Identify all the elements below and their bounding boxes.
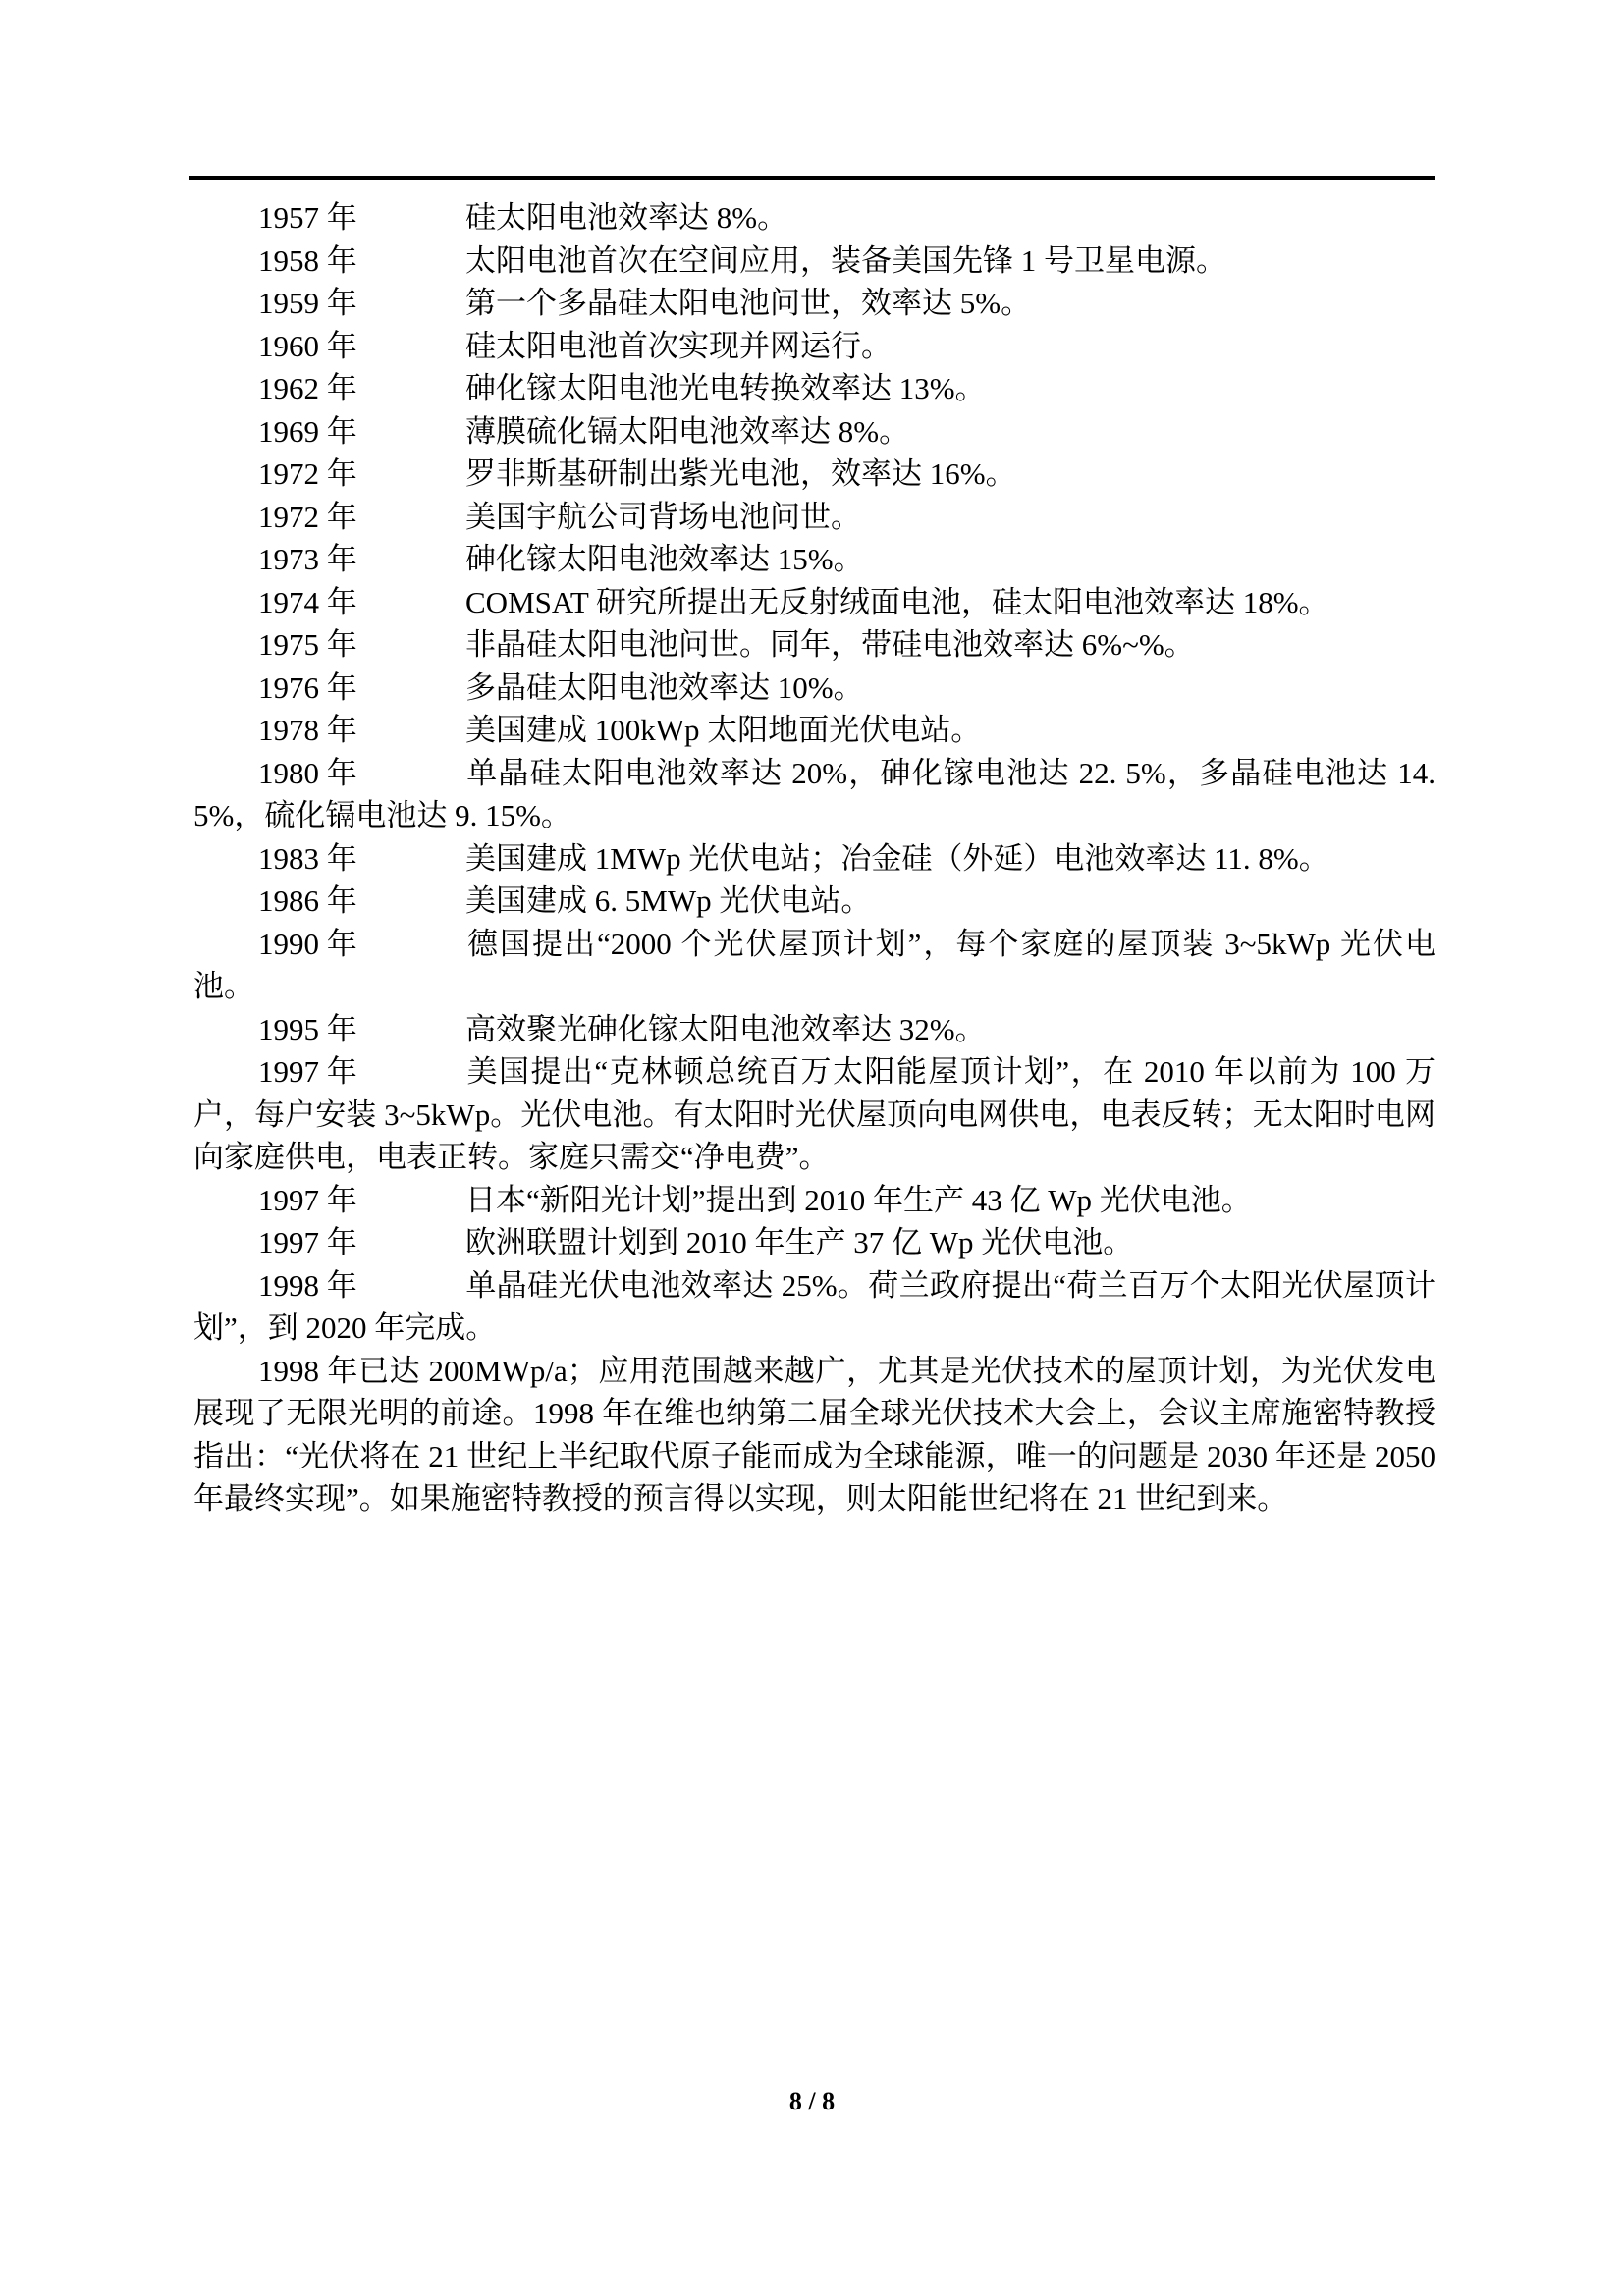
entry-year: 1983 年: [258, 840, 357, 876]
entry-year: 1962 年: [258, 371, 357, 405]
entry-year: 1997 年: [258, 1225, 357, 1259]
entry-year: 1990 年: [258, 926, 357, 961]
entry-year: 1997 年: [258, 1182, 357, 1217]
entry-text: 高效聚光砷化镓太阳电池效率达 32%。: [465, 1011, 986, 1046]
timeline-entry: [193, 667, 1435, 710]
timeline-entry: [193, 1179, 1435, 1222]
entry-text: COMSAT 研究所提出无反射绒面电池，硅太阳电池效率达 18%。: [465, 584, 1329, 619]
entry-year: 1960 年: [258, 328, 357, 363]
timeline-entry: [193, 325, 1435, 368]
timeline-entries: [193, 196, 1435, 1350]
entry-text: 欧洲联盟计划到 2010 年生产 37 亿 Wp 光伏电池。: [465, 1225, 1134, 1259]
entry-year: 1973 年: [258, 542, 357, 576]
entry-text: 日本“新阳光计划”提出到 2010 年生产 43 亿 Wp 光伏电池。: [465, 1182, 1252, 1217]
timeline-entry: [193, 538, 1435, 581]
entry-text: 罗非斯基研制出紫光电池，效率达 16%。: [465, 456, 1016, 491]
entry-year: 1997 年: [258, 1054, 357, 1089]
entry-text: 薄膜硫化镉太阳电池效率达 8%。: [465, 413, 910, 449]
timeline-entry: [193, 240, 1435, 283]
entry-text: 美国宇航公司背场电池问世。: [465, 499, 861, 534]
entry-text: 美国建成 1MWp 光伏电站；冶金硅（外延）电池效率达 11. 8%。: [465, 840, 1329, 876]
timeline-entry: [193, 367, 1435, 410]
entry-text: 单晶硅光伏电池效率达 25%。荷兰政府提出“荷兰百万个太阳光伏屋顶计划”，到 2020 年完成。: [193, 1267, 1435, 1345]
timeline-entry: [193, 880, 1435, 923]
timeline-entry: [193, 1264, 1435, 1350]
entry-text: 美国建成 100kWp 太阳地面光伏电站。: [465, 713, 982, 747]
entry-year: 1975 年: [258, 627, 357, 662]
timeline-entry: [193, 1221, 1435, 1264]
entry-text: 非晶硅太阳电池问世。同年，带硅电池效率达 6%~%。: [465, 627, 1195, 662]
entry-text: 砷化镓太阳电池效率达 15%。: [465, 542, 864, 576]
entry-year: 1976 年: [258, 669, 357, 705]
timeline-entry: [193, 282, 1435, 325]
entry-year: 1980 年: [258, 755, 357, 790]
header-rule: [189, 176, 1435, 180]
entry-year: 1969 年: [258, 413, 357, 449]
timeline-entry: [193, 1008, 1435, 1051]
entry-year: 1978 年: [258, 713, 357, 747]
entry-text: 太阳电池首次在空间应用，装备美国先锋 1 号卫星电源。: [465, 242, 1226, 278]
entry-year: 1972 年: [258, 499, 357, 534]
entry-text: 硅太阳电池首次实现并网运行。: [465, 328, 892, 363]
timeline-entry: [193, 410, 1435, 454]
entry-text: 硅太阳电池效率达 8%。: [465, 200, 788, 235]
timeline-entry: [193, 1050, 1435, 1179]
entry-text: 美国建成 6. 5MWp 光伏电站。: [465, 883, 872, 918]
timeline-entry: [193, 623, 1435, 667]
timeline-entry: [193, 837, 1435, 881]
closing-paragraph: 1998 年已达 200MWp/a；应用范围越来越广，尤其是光伏技术的屋顶计划，为光伏发电展现了无限光明的前途。1998 年在维也纳第二届全球光伏技术大会上，会议主席施密特教授指出：“光伏将在 21 世纪上半纪取代原子能而成为全球能源，唯一的问题是 2030 年还是 2050 年最终实现”。如果施密特教授的预言得以实现，则太阳能世纪将在 21 世纪到来。: [193, 1353, 1435, 1516]
timeline-entry: [193, 709, 1435, 752]
timeline-entry: [193, 453, 1435, 496]
page-number: 8 / 8: [788, 2087, 836, 2115]
entry-year: 1998 年: [258, 1267, 357, 1303]
timeline-entry: [193, 496, 1435, 539]
entry-text: 美国提出“克林顿总统百万太阳能屋顶计划”，在 2010 年以前为 100 万户，每户安装 3~5kWp。光伏电池。有太阳时光伏屋顶向电网供电，电表反转；无太阳时电网向家庭供电，电表正转。家庭只需交“净电费”。: [193, 1054, 1435, 1174]
entry-year: 1972 年: [258, 456, 357, 491]
entry-year: 1995 年: [258, 1011, 357, 1046]
timeline-entry: [193, 196, 1435, 240]
entry-year: 1959 年: [258, 286, 357, 320]
entry-year: 1986 年: [258, 883, 357, 918]
entry-year: 1974 年: [258, 584, 357, 619]
timeline-entry: [193, 581, 1435, 624]
timeline-content: [193, 196, 1435, 1521]
entry-text: 多晶硅太阳电池效率达 10%。: [465, 669, 864, 705]
timeline-entry: [193, 923, 1435, 1008]
entry-text: 德国提出“2000 个光伏屋顶计划”，每个家庭的屋顶装 3~5kWp 光伏电池。: [193, 926, 1435, 1003]
entry-year: 1957 年: [258, 200, 357, 235]
entry-year: 1958 年: [258, 242, 357, 278]
entry-text: 第一个多晶硅太阳电池问世，效率达 5%。: [465, 286, 1032, 320]
timeline-entry: [193, 752, 1435, 837]
entry-text: 单晶硅太阳电池效率达 20%，砷化镓电池达 22. 5%，多晶硅电池达 14. 5%，硫化镉电池达 9. 15%。: [193, 755, 1435, 832]
entry-text: 砷化镓太阳电池光电转换效率达 13%。: [465, 371, 986, 405]
